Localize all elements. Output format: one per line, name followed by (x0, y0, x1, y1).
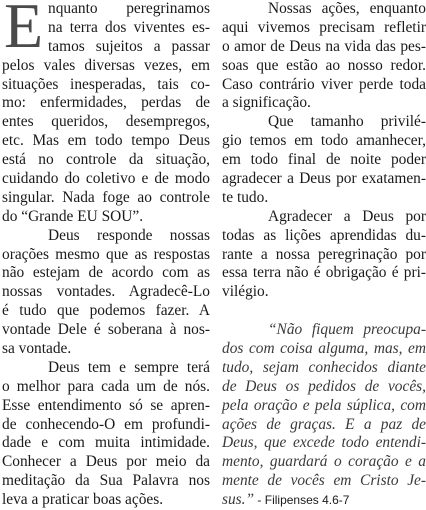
quote-line: tudo, sejam conhecidos diante (222, 358, 426, 376)
bible-quote (222, 321, 426, 510)
text-line: soas que estão ao nosso redor. (222, 56, 426, 74)
quote-line: de Deus os pedidos de vocês, (222, 377, 426, 395)
left-column (2, 0, 210, 510)
text-line: meditação da Sua Palavra nos (2, 472, 210, 490)
text-line: orações mesmo que as respostas (2, 245, 210, 263)
text-line: essa terra não é obrigação é pri- (222, 264, 426, 282)
text-line: o melhor para cada um de nós. (2, 377, 210, 395)
text-line: é tudo que podemos fazer. A (2, 302, 210, 320)
text-line: Agradecer a Deus por (268, 207, 426, 225)
text-line: gio temos em todo amanhecer, (222, 132, 426, 150)
text-line: entes queridos, desempregos, (2, 113, 210, 131)
text-line: etc. Mas em todo tempo Deus (2, 132, 210, 150)
text-line: o amor de Deus na vida das pes- (222, 37, 426, 55)
blank-line (222, 302, 426, 321)
text-line: pelos vales diversas vezes, em (2, 56, 210, 74)
text-line: rante a nossa peregrinação por (222, 245, 426, 263)
text-line: agradecer a Deus por exatamen- (222, 170, 426, 188)
quote-last-line (222, 491, 426, 510)
quote-line: sus.” (222, 491, 255, 509)
text-line: vilégio. (222, 283, 269, 301)
quote-line: ações de graças. E a paz de (222, 415, 426, 433)
text-line: Que tamanho privilé- (268, 113, 426, 131)
drop-cap: E (4, 0, 44, 61)
text-line: mo: enfermidades, perdas de (2, 94, 210, 112)
text-line: em todo final de noite poder (222, 151, 426, 169)
text-line: Conhecer a Deus por meio da (2, 453, 210, 471)
text-line: a significação. (222, 94, 311, 112)
quote-line: dos com coisa alguma, mas, em (222, 340, 426, 358)
text-line: Deus responde nossas (48, 226, 210, 244)
quote-line: “Não fiquem preocupa- (268, 321, 426, 339)
text-line: Nossas ações, enquanto (268, 0, 426, 17)
text-line: nquanto peregrinamos (48, 0, 210, 17)
text-line: dade e com muita intimidade. (2, 434, 210, 452)
text-line: de conhecendo-O em profundi- (2, 415, 210, 433)
text-line: situações inesperadas, tais co- (2, 75, 210, 93)
text-line: não estejam de acordo com as (2, 264, 210, 282)
quote-line: Deus, que excede todo entendi- (222, 434, 426, 452)
quote-line: mento, guardará o coração e a (222, 453, 426, 471)
text-line: Caso contrário viver perde toda (222, 75, 426, 93)
text-line: singular. Nada foge ao controle (2, 188, 210, 206)
quote-line: pela oração e pela súplica, com (222, 396, 426, 414)
text-line: cuidando do coletivo e de modo (2, 170, 210, 188)
text-line: todas as lições aprendidas du- (222, 226, 426, 244)
text-line: do “Grande EU SOU”. (2, 207, 144, 225)
quote-line: mente de vocês em Cristo Je- (222, 472, 426, 490)
text-line: te tudo. (222, 188, 269, 206)
text-line: na terra dos viventes es- (48, 18, 210, 36)
text-line: aqui vivemos precisam refletir (222, 18, 426, 36)
text-line: sa vontade. (2, 340, 72, 358)
text-line: Deus tem e sempre terá (48, 358, 210, 376)
text-line: Esse entendimento só se apren- (2, 396, 210, 414)
text-line: leva a praticar boas ações. (2, 491, 164, 509)
text-line: nossas vontades. Agradecê-Lo (2, 283, 210, 301)
quote-reference: - Filipenses 4.6-7 (254, 493, 350, 508)
text-line: está no controle da situação, (2, 151, 210, 169)
text-line: vontade Dele é soberana à nos- (2, 321, 210, 339)
text-line: tamos sujeitos a passar (48, 37, 210, 55)
right-column (222, 0, 426, 510)
